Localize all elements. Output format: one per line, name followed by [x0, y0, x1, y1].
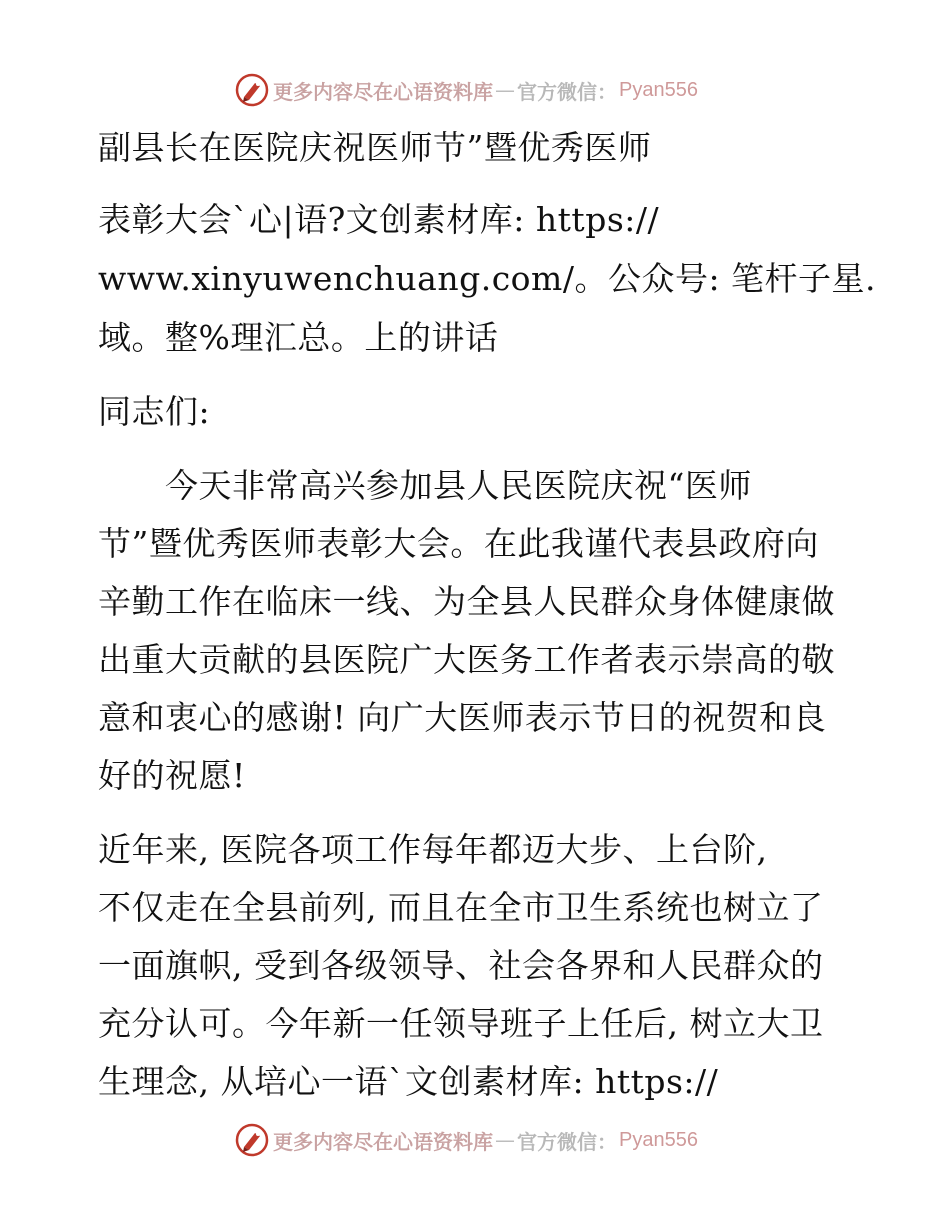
paragraph-1-line-3: 辛勤工作在临床一线、为全县人民群众身体健康做 [98, 582, 835, 621]
paragraph-2-line-3: 一面旗帜, 受到各级领导、社会各界和人民群众的 [98, 946, 824, 985]
title-line-4: 域。整%理汇总。上的讲话 [98, 318, 499, 357]
watermark-header [235, 72, 698, 108]
paragraph-1-line-1: 今天非常高兴参加县人民医院庆祝“医师 [98, 466, 752, 505]
watermark-account: Pyan556 [619, 1128, 698, 1151]
paragraph-1-line-2: 节”暨优秀医师表彰大会。在此我谨代表县政府向 [98, 524, 819, 563]
paragraph-2-line-5: 生理念, 从培心一语`文创素材库: https:// [98, 1062, 719, 1101]
paragraph-2-line-1: 近年来, 医院各项工作每年都迈大步、上台阶, [98, 830, 768, 869]
paragraph-1-line-4: 出重大贡献的县医院广大医务工作者表示崇高的敬 [98, 640, 835, 679]
watermark-account: Pyan556 [619, 78, 698, 101]
watermark-text: 更多内容尽在心语资料库 [273, 1129, 493, 1154]
paragraph-1-line-5: 意和衷心的感谢! 向广大医师表示节日的祝贺和良 [98, 698, 827, 737]
watermark-label: 官方微信： [517, 79, 617, 104]
paragraph-1-line-6: 好的祝愿! [98, 756, 246, 795]
watermark-label: 官方微信： [517, 1129, 617, 1154]
watermark-footer [235, 1122, 698, 1158]
watermark-separator: — [495, 78, 515, 102]
title-line-3: www.xinyuwenchuang.com/。公众号: 笔杆子星. [98, 259, 877, 298]
pen-logo-icon [235, 73, 269, 107]
pen-logo-icon [235, 1123, 269, 1157]
watermark-separator: — [495, 1128, 515, 1152]
paragraph-2-line-2: 不仅走在全县前列, 而且在全市卫生系统也树立了 [98, 888, 824, 927]
watermark-text: 更多内容尽在心语资料库 [273, 79, 493, 104]
salutation: 同志们: [98, 392, 211, 431]
title-line-1: 副县长在医院庆祝医师节”暨优秀医师 [98, 128, 652, 167]
paragraph-2-line-4: 充分认可。今年新一任领导班子上任后, 树立大卫 [98, 1004, 824, 1043]
title-line-2: 表彰大会`心|语?文创素材库: https:// [98, 200, 660, 239]
